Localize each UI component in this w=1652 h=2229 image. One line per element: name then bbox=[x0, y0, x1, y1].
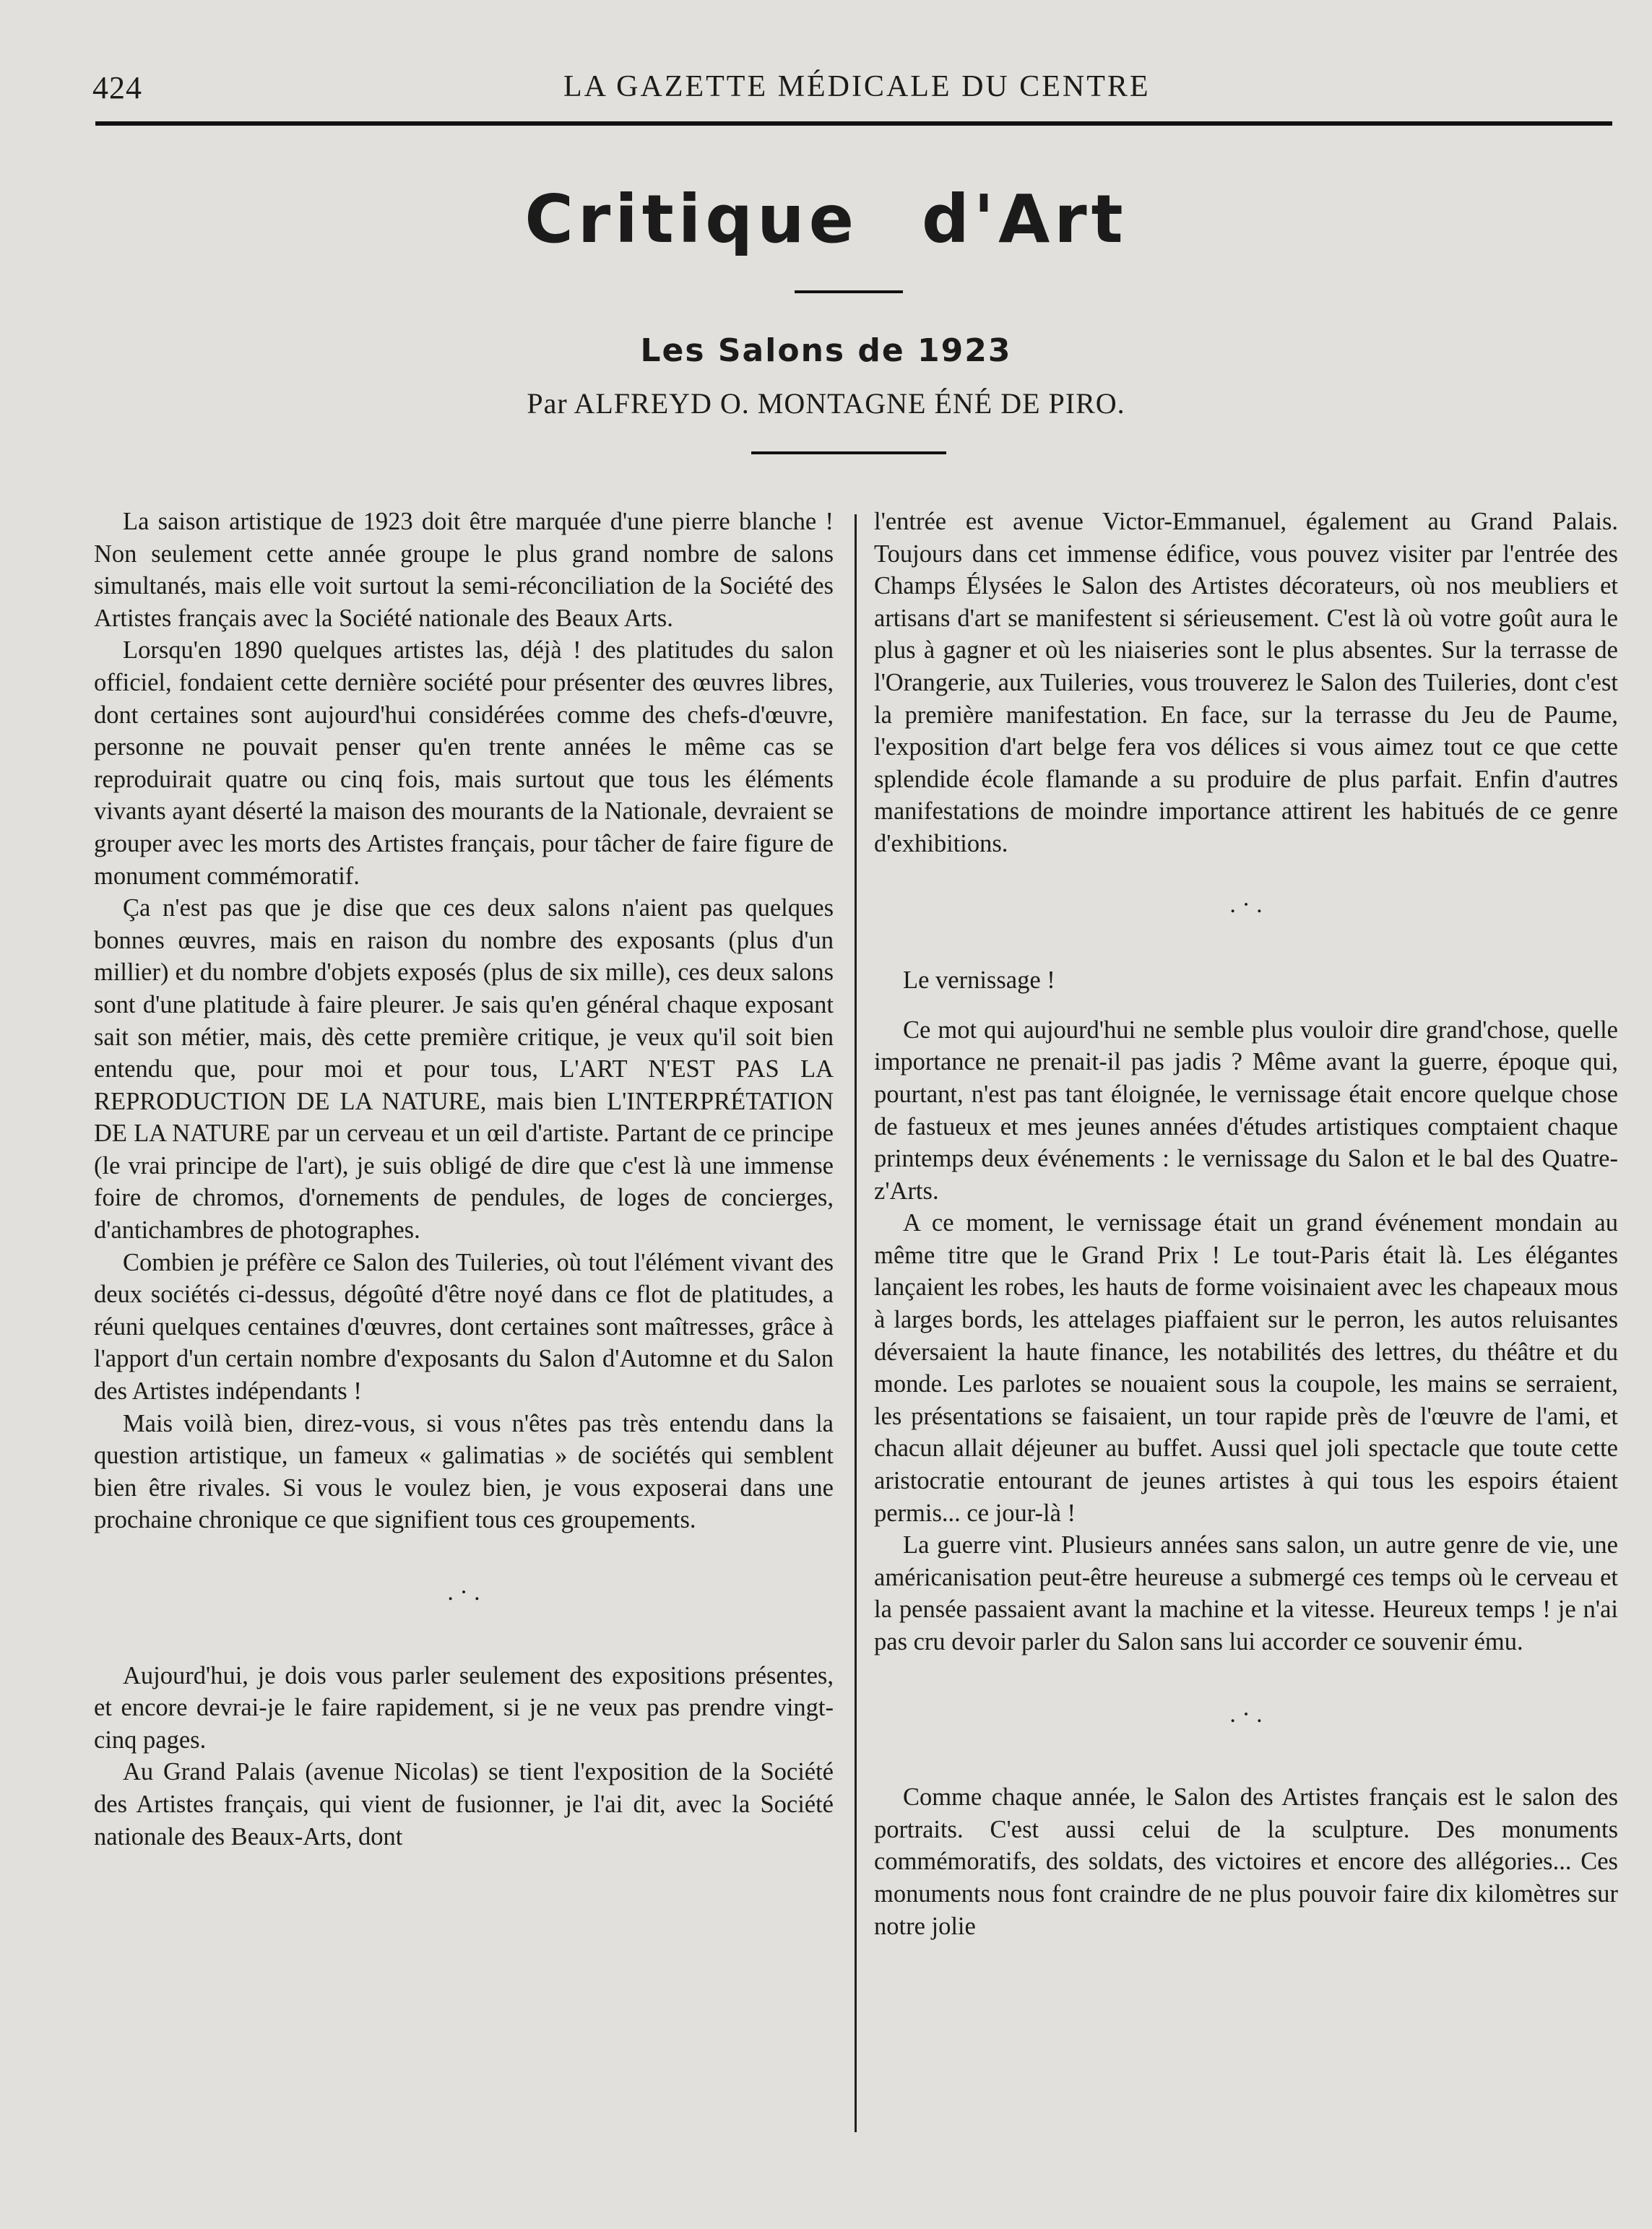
header-rule bbox=[95, 121, 1612, 126]
article-subtitle: Les Salons de 1923 bbox=[640, 332, 1012, 369]
paragraph: Ça n'est pas que je dise que ces deux salons n'aient pas quelques bonnes œuvres, mais en raison du nombre des exposants (plus d'un millier) et du nombre d'objets exposés (plus de six mille), ces deux salons sont d'une platitude à faire pleurer. Je sais qu'en général chaque exposant sait son métier, mais, dès cette première critique, je veux qu'il soit bien entendu que, pour moi et pour tous, L'ART N'EST PAS LA REPRODUCTION DE LA NATURE, mais bien L'INTERPRÉTATION DE LA NATURE par un cerveau et un œil d'artiste. Partant de ce principe (le vrai principe de l'art), je suis obligé de dire que c'est là une immense foire de chromos, d'ornements de pendules, de loges de concierges, d'antichambres de photographes. bbox=[94, 894, 834, 1245]
right-column bbox=[874, 506, 1618, 1942]
article-byline: Par ALFREYD O. MONTAGNE ÉNÉ DE PIRO. bbox=[527, 387, 1125, 420]
paragraph: Lorsqu'en 1890 quelques artistes las, déjà ! des platitudes du salon officiel, fondaient cette dernière société pour présenter des œuvres libres, dont certaines sont aujourd'hui considérées comme des chefs-d'œuvre, personne ne pouvait penser qu'en trente années le même cas se reproduirait quatre ou cinq fois, mais surtout que tous les éléments vivants ayant déserté la maison des mourants de la Nationale, devraient se grouper avec les morts des Artistes français, pour tâcher de faire figure de monument commémoratif. bbox=[94, 636, 834, 890]
paragraph: Aujourd'hui, je dois vous parler seulement des expositions présentes, et encore devrai-je le faire rapidement, si je ne veux pas prendre vingt-cinq pages. bbox=[94, 1661, 834, 1754]
paragraph: Au Grand Palais (avenue Nicolas) se tient l'exposition de la Société des Artistes français, qui vient de fusionner, je l'ai dit, avec la Société nationale des Beaux-Arts, dont bbox=[94, 1758, 834, 1851]
section-break: . · . bbox=[1229, 891, 1263, 918]
paragraph: Combien je préfère ce Salon des Tuileries, où tout l'élément vivant des deux sociétés ci-dessus, dégoûté d'être noyé dans ce flot de platitudes, a réuni quelques centaines d'œuvres, dont certaines sont maîtresses, grâce à l'apport d'un certain nombre d'exposants du Salon d'Automne et du Salon des Artistes indépendants ! bbox=[94, 1248, 834, 1406]
page-number: 424 bbox=[92, 70, 142, 105]
paragraph: Ce mot qui aujourd'hui ne semble plus vouloir dire grand'chose, quelle importance ne prenait-il pas jadis ? Même avant la guerre, époque qui, pourtant, n'est pas tant éloignée, le vernissage était encore quelque chose de fastueux et mes jeunes années d'études artistiques comptaient chaque printemps deux événements : le vernissage du Salon et le bal des Quatre-z'Arts. bbox=[874, 1016, 1618, 1205]
section-break: . · . bbox=[1229, 1700, 1263, 1728]
paragraph: A ce moment, le vernissage était un grand événement mondain au même titre que le Grand Prix ! Le tout-Paris était là. Les élégantes lançaient les robes, les hauts de forme voisinaient avec les chapeaux mous à larges bords, les attelages piaffaient sur le perron, les autos reluisantes déversaient la haute finance, les notabilités des lettres, du théâtre et du monde. Les parlotes se nouaient sous la coupole, les mains se serraient, les présentations se faisaient, un tour rapide près de l'œuvre de l'ami, et chacun allait déjeuner au buffet. Aussi quel joli spectacle que toute cette aristocratie entourant de jeunes artistes à qui tous les espoirs étaient permis... ce jour-là ! bbox=[874, 1209, 1618, 1527]
paragraph: La saison artistique de 1923 doit être marquée d'une pierre blanche ! Non seulement cette année groupe le plus grand nombre de salons simultanés, mais elle voit surtout la semi-réconciliation de la Société des Artistes français avec la Société nationale des Beaux Arts. bbox=[94, 508, 834, 632]
paragraph: Comme chaque année, le Salon des Artistes français est le salon des portraits. C'est aussi celui de la sculpture. Des monuments commémoratifs, des soldats, des victoires et encore des allégories... Ces monuments nous font craindre de ne plus pouvoir faire dix kilomètres sur notre jolie bbox=[874, 1783, 1618, 1940]
paragraph: La guerre vint. Plusieurs années sans salon, un autre genre de vie, une américanisation peut-être heureuse a submergé ces temps où le cerveau et la pensée passaient avant la machine et la vitesse. Heureux temps ! je n'ai pas cru devoir parler du Salon sans lui accorder ce souvenir ému. bbox=[874, 1531, 1618, 1655]
section-break: . · . bbox=[447, 1579, 480, 1606]
byline-divider bbox=[751, 451, 946, 454]
left-column bbox=[94, 506, 834, 1853]
paragraph: l'entrée est avenue Victor-Emmanuel, également au Grand Palais. Toujours dans cet immense édifice, vous pouvez visiter par l'entrée des Champs Élysées le Salon des Artistes décorateurs, où nos meubliers et artisans d'art se manifestent si sérieusement. C'est là où votre goût aura le plus à gagner et où les niaiseries sont le plus absentes. Sur la terrasse de l'Orangerie, aux Tuileries, vous trouverez le Salon des Tuileries, dont c'est la première manifestation. En face, sur la terrasse du Jeu de Paume, l'exposition d'art belge fera vos délices si vous aimez tout ce que cette splendide école flamande a su produire de plus parfait. Enfin d'autres manifestations de moindre importance attirent les habitués de ce genre d'exhibitions. bbox=[874, 508, 1618, 857]
journal-title: LA GAZETTE MÉDICALE DU CENTRE bbox=[563, 70, 1151, 103]
column-divider bbox=[855, 514, 857, 2132]
section-heading: Le vernissage ! bbox=[903, 966, 1055, 995]
title-divider bbox=[795, 290, 903, 293]
article-title: Critique d'Art bbox=[524, 181, 1128, 258]
paragraph: Mais voilà bien, direz-vous, si vous n'êtes pas très entendu dans la question artistique, un fameux « galimatias » de sociétés qui semblent bien être rivales. Si vous le voulez bien, je vous exposerai dans une prochaine chronique ce que signifient tous ces groupements. bbox=[94, 1409, 834, 1534]
